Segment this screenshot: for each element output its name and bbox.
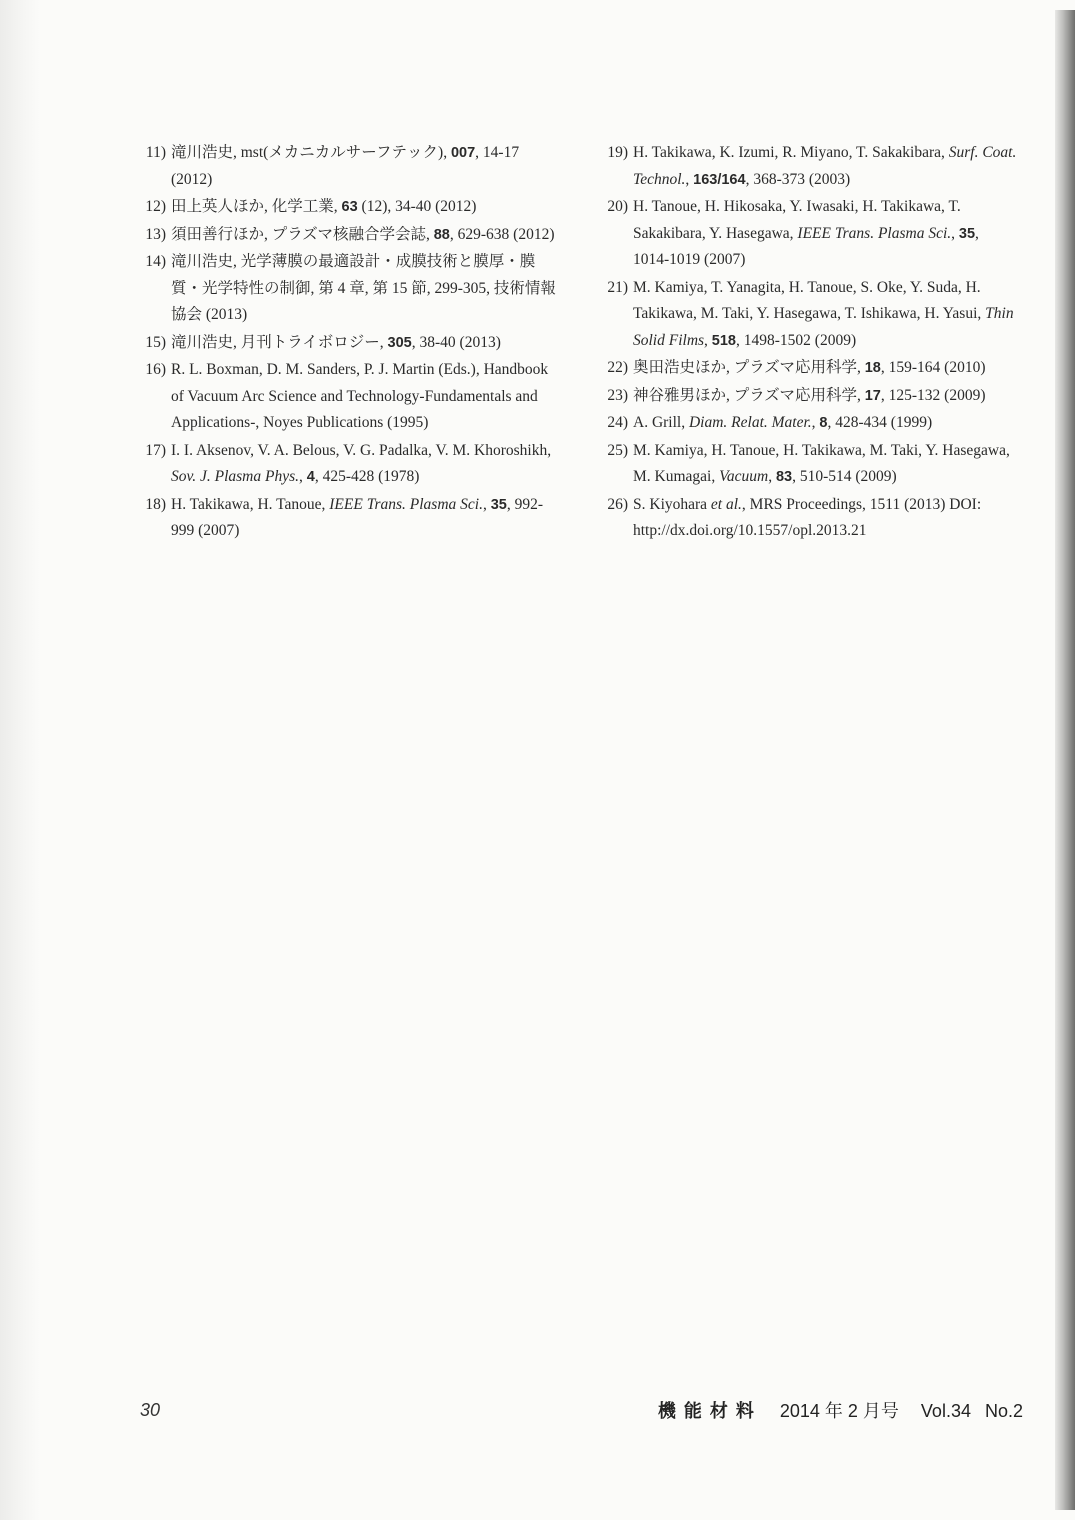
- reference-item: [580, 194, 1017, 274]
- reference-text: H. Takikawa, H. Tanoue, IEEE Trans. Plasma Sci., 35, 992-999 (2007): [171, 495, 544, 539]
- reference-item: [580, 275, 1017, 355]
- issue-date: 2014 年 2 月号: [779, 1401, 899, 1421]
- volume: Vol.34: [920, 1401, 971, 1421]
- reference-item: [118, 194, 558, 221]
- reference-number: 20): [607, 198, 628, 215]
- reference-item: [118, 222, 558, 249]
- reference-text: M. Kamiya, T. Yanagita, H. Tanoue, S. Oke, Y. Suda, H. Takikawa, M. Taki, Y. Hasegawa, T. Ishikawa, H. Yasui, Thin Solid Films, 518, 1498-1502 (2009): [633, 278, 1014, 349]
- reference-number: 11): [145, 144, 166, 161]
- reference-number: 17): [145, 441, 166, 459]
- reference-text: M. Kamiya, H. Tanoue, H. Takikawa, M. Taki, Y. Hasegawa, M. Kumagai, Vacuum, 83, 510-514 (2009): [633, 441, 1010, 485]
- reference-number: 13): [145, 225, 166, 243]
- journal-footer: [658, 1397, 1023, 1423]
- reference-text: 田上英人ほか, 化学工業, 63 (12), 34-40 (2012): [171, 198, 477, 215]
- page-left-shadow: [0, 0, 40, 1520]
- reference-text: 滝川浩史, 光学薄膜の最適設計・成膜技術と膜厚・膜質・光学特性の制御, 第 4 章, 第 15 節, 299-305, 技術情報協会 (2013): [171, 253, 556, 323]
- reference-text: H. Takikawa, K. Izumi, R. Miyano, T. Sakakibara, Surf. Coat. Technol., 163/164, 368-373 (2003): [633, 144, 1017, 188]
- reference-text: H. Tanoue, H. Hikosaka, Y. Iwasaki, H. Takikawa, T. Sakakibara, Y. Hasegawa, IEEE Trans. Plasma Sci., 35, 1014-1019 (2007): [633, 198, 979, 268]
- reference-item: [580, 492, 1017, 545]
- reference-number: 19): [607, 144, 628, 161]
- reference-number: 22): [607, 359, 628, 376]
- reference-number: 21): [607, 278, 628, 296]
- reference-text: S. Kiyohara et al., MRS Proceedings, 1511 (2013) DOI: http://dx.doi.org/10.1557/opl.2013.21: [633, 495, 982, 539]
- reference-item: [118, 140, 558, 193]
- reference-number: 24): [607, 414, 628, 431]
- reference-number: 25): [607, 441, 628, 459]
- reference-text: 神谷雅男ほか, プラズマ応用科学, 17, 125-132 (2009): [633, 386, 986, 404]
- reference-text: 須田善行ほか, プラズマ核融合学会誌, 88, 629-638 (2012): [171, 225, 555, 243]
- reference-number: 23): [607, 386, 628, 404]
- reference-text: R. L. Boxman, D. M. Sanders, P. J. Martin (Eds.), Handbook of Vacuum Arc Science and Technology-Fundamentals and Applications-, Noyes Publications (1995): [171, 361, 549, 431]
- reference-text: 滝川浩史, mst(メカニカルサーフテック), 007, 14-17 (2012): [171, 144, 520, 188]
- journal-title: 機能材料: [657, 1401, 762, 1421]
- reference-text: I. I. Aksenov, V. A. Belous, V. G. Padalka, V. M. Khoroshikh, Sov. J. Plasma Phys., 4, 425-428 (1978): [171, 441, 552, 485]
- reference-item: [580, 438, 1017, 491]
- reference-text: 奥田浩史ほか, プラズマ応用科学, 18, 159-164 (2010): [633, 359, 986, 376]
- references-left-column: [118, 140, 558, 546]
- reference-number: 26): [607, 495, 628, 513]
- page-right-edge-shadow: [1055, 10, 1075, 1510]
- reference-number: 15): [145, 333, 166, 351]
- reference-item: [118, 357, 558, 437]
- reference-text: 滝川浩史, 月刊トライボロジー, 305, 38-40 (2013): [171, 333, 501, 351]
- page-number: 30: [140, 1400, 161, 1420]
- reference-item: [580, 410, 1017, 437]
- reference-text: A. Grill, Diam. Relat. Mater., 8, 428-434 (1999): [633, 414, 933, 431]
- reference-number: 14): [145, 253, 166, 270]
- reference-number: 12): [145, 198, 166, 215]
- reference-item: [118, 492, 558, 545]
- reference-number: 18): [145, 495, 166, 513]
- reference-item: [118, 438, 558, 491]
- reference-item: [580, 383, 1017, 410]
- issue-number: No.2: [984, 1401, 1023, 1421]
- reference-item: [118, 249, 558, 329]
- references-right-column: [580, 140, 1017, 546]
- reference-item: [118, 330, 558, 357]
- reference-number: 16): [145, 361, 166, 378]
- reference-item: [580, 355, 1017, 382]
- reference-item: [580, 140, 1017, 193]
